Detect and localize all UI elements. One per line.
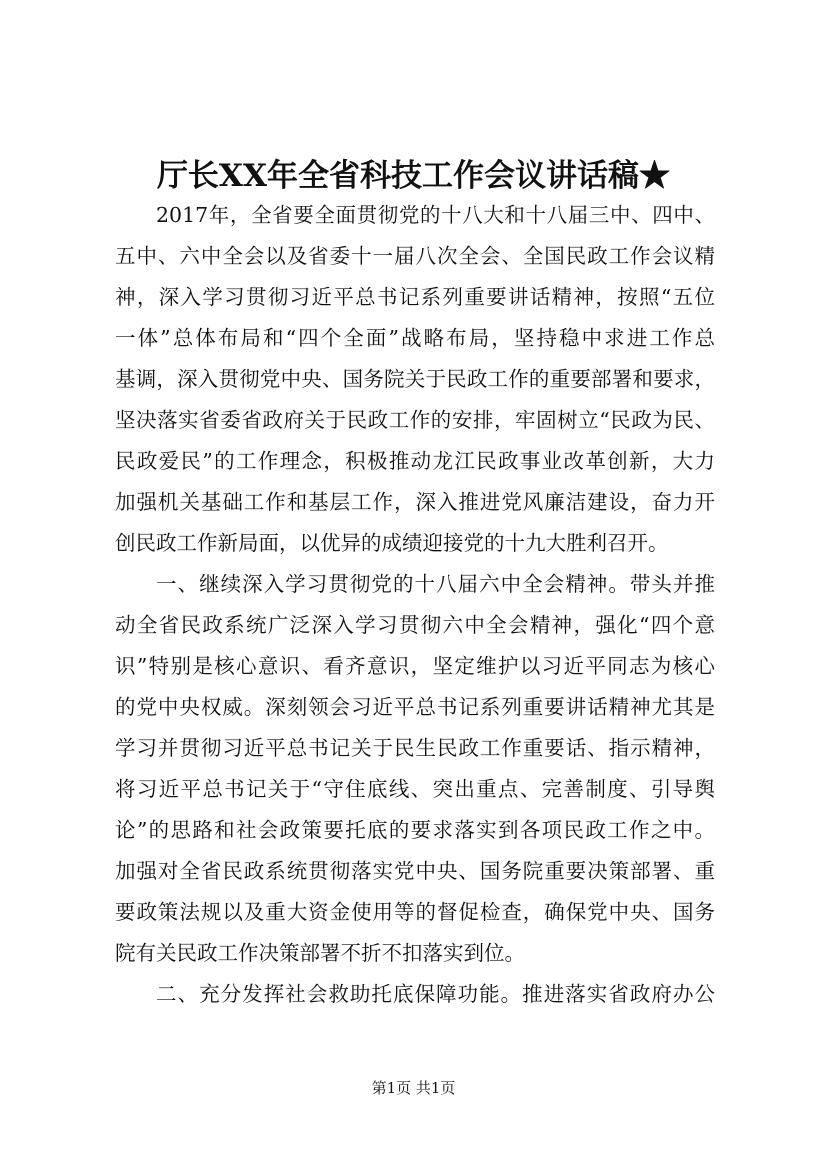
paragraph-2-line-5: 学习并贯彻习近平总书记关于民生民政工作重要话、指示精神， bbox=[115, 736, 715, 760]
paragraph-2-line-7: 论”的思路和社会政策要托底的要求落实到各项民政工作之中。 bbox=[115, 818, 715, 842]
page-footer: 第1页 共1页 bbox=[371, 1079, 456, 1097]
document-title: 厅长XX年全省科技工作会议讲话稿★ bbox=[156, 158, 671, 194]
paragraph-2-line-4: 的党中央权威。深刻领会习近平总书记系列重要讲话精神尤其是 bbox=[115, 695, 715, 719]
paragraph-2-line-9: 要政策法规以及重大资金使用等的督促检查，确保党中央、国务 bbox=[115, 900, 715, 924]
paragraph-2-line-6: 将习近平总书记关于“守住底线、突出重点、完善制度、引导舆 bbox=[115, 777, 715, 801]
paragraph-1-line-8: 加强机关基础工作和基层工作，深入推进党风廉洁建设，奋力开 bbox=[115, 490, 715, 514]
paragraph-1-line-2: 五中、六中全会以及省委十一届八次全会、全国民政工作会议精 bbox=[115, 244, 715, 268]
paragraph-2-line-1: 一、继续深入学习贯彻党的十八届六中全会精神。带头并推 bbox=[156, 572, 715, 596]
paragraph-1-line-9: 创民政工作新局面，以优异的成绩迎接党的十九大胜利召开。 bbox=[115, 531, 669, 555]
paragraph-1-line-6: 坚决落实省委省政府关于民政工作的安排，牢固树立“民政为民、 bbox=[115, 408, 715, 432]
paragraph-1-line-7: 民政爱民”的工作理念，积极推动龙江民政事业改革创新，大力 bbox=[115, 449, 715, 473]
paragraph-2-line-3: 识”特别是核心意识、看齐意识，坚定维护以习近平同志为核心 bbox=[115, 654, 715, 678]
paragraph-2-line-8: 加强对全省民政系统贯彻落实党中央、国务院重要决策部署、重 bbox=[115, 859, 715, 883]
paragraph-1-line-5: 基调，深入贯彻党中央、国务院关于民政工作的重要部署和要求， bbox=[115, 367, 715, 391]
paragraph-2-line-10: 院有关民政工作决策部署不折不扣落实到位。 bbox=[115, 941, 525, 965]
document-body bbox=[115, 195, 715, 1015]
paragraph-1-line-3: 神，深入学习贯彻习近平总书记系列重要讲话精神，按照“五位 bbox=[115, 285, 715, 309]
paragraph-3-line-1: 二、充分发挥社会救助托底保障功能。推进落实省政府办公 bbox=[156, 982, 715, 1006]
paragraph-1-line-4: 一体”总体布局和“四个全面”战略布局，坚持稳中求进工作总 bbox=[115, 326, 715, 350]
paragraph-2-line-2: 动全省民政系统广泛深入学习贯彻六中全会精神，强化“四个意 bbox=[115, 613, 715, 637]
paragraph-1-line-1: 2017年，全省要全面贯彻党的十八大和十八届三中、四中、 bbox=[156, 203, 715, 227]
